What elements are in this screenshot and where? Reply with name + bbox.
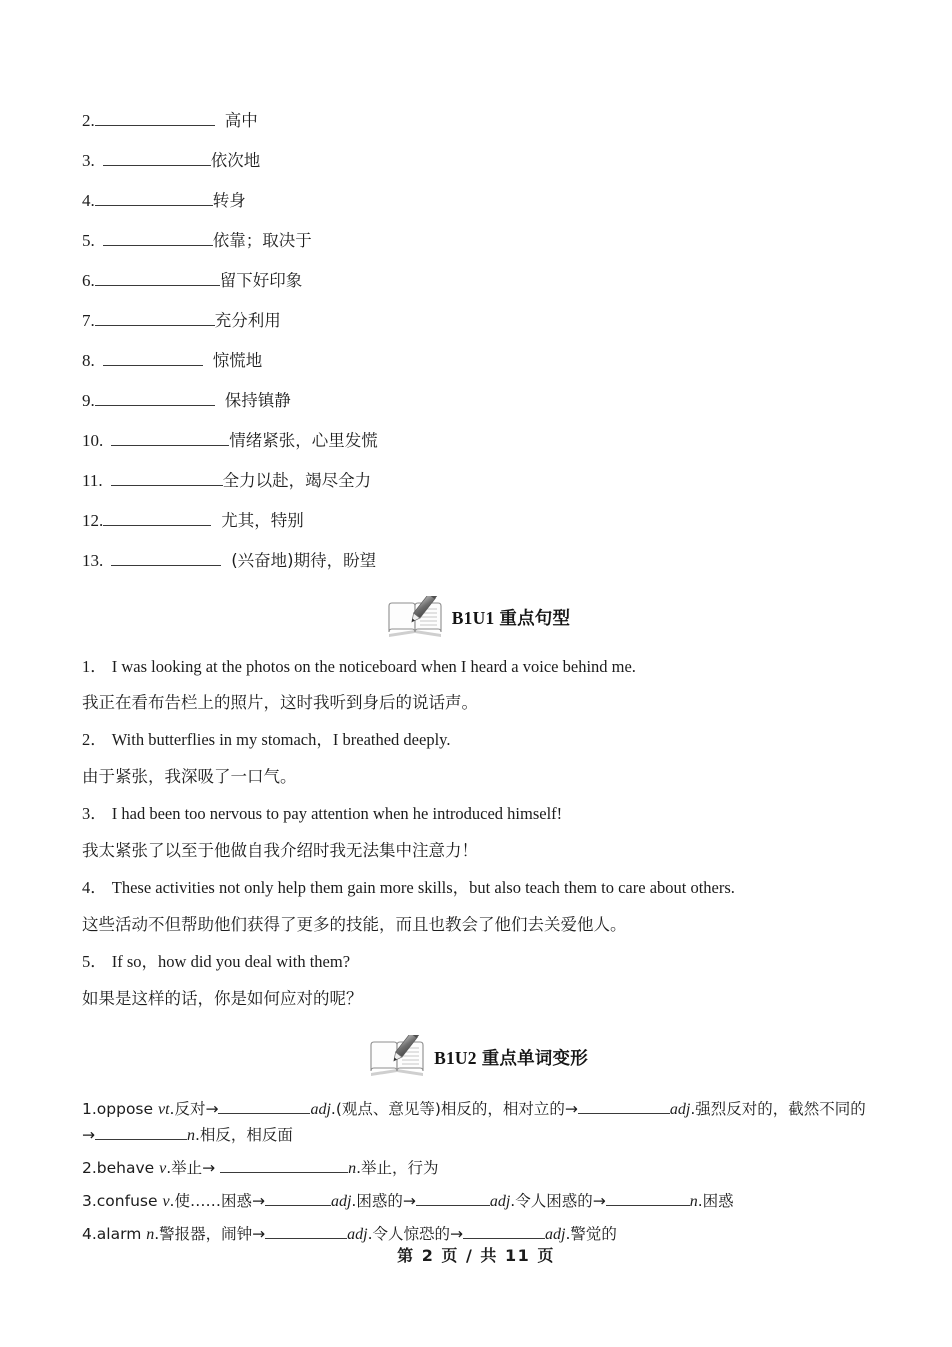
answer-blank[interactable] bbox=[103, 510, 211, 526]
sentence-chinese: 如果是这样的话，你是如何应对的呢？ bbox=[82, 989, 363, 1009]
vocab-item-meaning: 依靠；取决于 bbox=[212, 231, 312, 250]
sentence-english bbox=[82, 731, 872, 750]
part-of-speech: v bbox=[159, 1160, 167, 1177]
vocab-item-meaning: 依次地 bbox=[210, 151, 261, 170]
book-pencil-icon bbox=[384, 596, 446, 640]
part-of-speech: adj bbox=[310, 1101, 331, 1119]
vocab-item bbox=[82, 350, 872, 370]
word-form-text: 1.oppose bbox=[82, 1100, 158, 1119]
answer-blank[interactable] bbox=[95, 270, 220, 286]
answer-blank[interactable] bbox=[111, 550, 221, 566]
section-title-word-forms bbox=[434, 1045, 588, 1070]
part-of-speech: adj bbox=[347, 1225, 368, 1243]
section-header-sentences bbox=[82, 596, 872, 640]
word-form-text: .使……困惑→ bbox=[169, 1191, 265, 1210]
answer-blank[interactable] bbox=[103, 230, 213, 246]
sentence-english-text: I had been too nervous to pay attention when he introduced himself! bbox=[111, 804, 563, 824]
word-form-item bbox=[82, 1189, 872, 1215]
vocab-item-number: 3. bbox=[82, 151, 95, 170]
sentence-chinese: 由于紧张，我深吸了一口气。 bbox=[82, 767, 297, 787]
part-of-speech: adj bbox=[545, 1225, 566, 1243]
sentence-english bbox=[82, 953, 872, 972]
part-of-speech: v bbox=[162, 1192, 170, 1210]
vocab-item-number: 9. bbox=[82, 391, 95, 410]
sentence-english-text: If so，how did you deal with them? bbox=[111, 952, 351, 972]
answer-blank[interactable] bbox=[95, 190, 213, 206]
vocab-item bbox=[82, 470, 872, 490]
sentence-chinese: 我太紧张了以至于他做自我介绍时我无法集中注意力！ bbox=[82, 841, 478, 861]
vocab-item-number: 11. bbox=[82, 471, 103, 490]
section-code: B1U1 bbox=[451, 608, 495, 628]
answer-blank[interactable] bbox=[265, 1224, 347, 1239]
section-label: 重点句型 bbox=[499, 609, 571, 629]
section-header-word-forms bbox=[82, 1035, 872, 1079]
vocab-item bbox=[82, 510, 872, 530]
section-label: 重点单词变形 bbox=[481, 1048, 588, 1069]
sentence-english-text: I was looking at the photos on the noticeboard when I heard a voice behind me. bbox=[111, 656, 636, 676]
vocab-item-number: 12. bbox=[82, 511, 104, 530]
answer-blank[interactable] bbox=[218, 1099, 310, 1114]
part-of-speech: n bbox=[146, 1225, 155, 1243]
sentence-english-text: With butterflies in my stomach，I breathed deeply. bbox=[111, 730, 451, 750]
vocab-item bbox=[82, 110, 872, 130]
answer-blank[interactable] bbox=[95, 390, 215, 406]
word-form-text: .(观点、意见等)相反的，相对立的→ bbox=[330, 1100, 578, 1119]
vocab-item bbox=[82, 150, 872, 170]
sentence-english bbox=[82, 879, 872, 898]
section-code: B1U2 bbox=[434, 1047, 477, 1068]
word-form-text: .令人困惑的→ bbox=[510, 1191, 606, 1210]
answer-blank[interactable] bbox=[103, 350, 203, 366]
vocab-item-number: 10. bbox=[82, 431, 104, 450]
part-of-speech: vt bbox=[157, 1101, 170, 1119]
word-form-item bbox=[82, 1156, 872, 1182]
vocab-item-number: 6. bbox=[82, 271, 95, 290]
word-form-text: 3.confuse bbox=[82, 1191, 163, 1210]
vocab-item-meaning: (兴奋地)期待，盼望 bbox=[231, 551, 377, 570]
word-form-text: .举止，行为 bbox=[356, 1159, 439, 1177]
word-form-text: .警觉的 bbox=[565, 1224, 617, 1243]
sentence-chinese: 这些活动不但帮助他们获得了更多的技能，而且也教会了他们去关爱他人。 bbox=[82, 915, 627, 935]
answer-blank[interactable] bbox=[95, 110, 215, 126]
vocab-item-number: 2. bbox=[82, 111, 95, 130]
sentence-number: 3． bbox=[82, 804, 107, 824]
vocab-item bbox=[82, 430, 872, 450]
word-form-list bbox=[82, 1097, 872, 1248]
vocab-item-meaning: 保持镇静 bbox=[224, 391, 291, 410]
sentence-number: 2． bbox=[82, 730, 107, 750]
sentence-pattern-list bbox=[82, 658, 872, 1010]
vocab-item bbox=[82, 190, 872, 210]
vocab-item bbox=[82, 230, 872, 250]
vocab-item bbox=[82, 550, 872, 570]
page-footer: 第 2 页 / 共 11 页 bbox=[397, 1246, 555, 1265]
vocab-item bbox=[82, 270, 872, 290]
vocab-item-meaning: 转身 bbox=[212, 191, 246, 210]
part-of-speech: adj bbox=[330, 1192, 352, 1210]
answer-blank[interactable] bbox=[95, 310, 215, 326]
vocab-item-number: 5. bbox=[82, 231, 95, 250]
sentence-english bbox=[82, 658, 872, 677]
answer-blank[interactable] bbox=[416, 1191, 490, 1206]
answer-blank[interactable] bbox=[578, 1099, 670, 1114]
book-pencil-icon bbox=[366, 1035, 428, 1079]
answer-blank[interactable] bbox=[606, 1191, 690, 1206]
word-form-text: .困惑的→ bbox=[351, 1191, 416, 1210]
vocab-item bbox=[82, 310, 872, 330]
answer-blank[interactable] bbox=[95, 1125, 187, 1140]
vocabulary-blank-list bbox=[82, 110, 872, 570]
word-form-text: 2.behave bbox=[82, 1159, 160, 1177]
word-form-text: .举止→ bbox=[166, 1159, 221, 1177]
sentence-number: 4． bbox=[82, 878, 107, 898]
word-form-text: .反对→ bbox=[169, 1100, 219, 1119]
answer-blank[interactable] bbox=[103, 150, 211, 166]
word-form-text: .困惑 bbox=[697, 1191, 734, 1210]
vocab-item-meaning: 情绪紧张，心里发慌 bbox=[229, 431, 378, 450]
word-form-text: .强烈反对的，截然不同的→ bbox=[82, 1100, 866, 1145]
part-of-speech: n bbox=[348, 1160, 357, 1177]
sentence-number: 1． bbox=[82, 656, 107, 676]
answer-blank[interactable] bbox=[463, 1224, 545, 1239]
answer-blank[interactable] bbox=[220, 1158, 348, 1173]
vocab-item bbox=[82, 390, 872, 410]
word-form-text: .警报器，闹钟→ bbox=[154, 1224, 266, 1243]
vocab-item-number: 8. bbox=[82, 351, 95, 370]
vocab-item-meaning: 留下好印象 bbox=[219, 271, 303, 290]
vocab-item-number: 13. bbox=[82, 551, 104, 570]
part-of-speech: adj bbox=[489, 1192, 511, 1210]
answer-blank[interactable] bbox=[111, 430, 229, 446]
vocab-item-number: 7. bbox=[82, 311, 95, 330]
answer-blank[interactable] bbox=[265, 1191, 331, 1206]
vocab-item-number: 4. bbox=[82, 191, 95, 210]
sentence-number: 5． bbox=[82, 952, 107, 972]
vocab-item-meaning: 惊慌地 bbox=[212, 351, 263, 370]
part-of-speech: adj bbox=[669, 1101, 691, 1119]
vocab-item-meaning: 全力以赴，竭尽全力 bbox=[222, 471, 372, 490]
answer-blank[interactable] bbox=[111, 470, 223, 486]
word-form-text: .令人惊恐的→ bbox=[367, 1224, 464, 1243]
part-of-speech: n bbox=[689, 1192, 698, 1210]
vocab-item-meaning: 尤其，特别 bbox=[221, 511, 304, 530]
word-form-text: .相反，相反面 bbox=[195, 1126, 293, 1145]
section-title-sentences bbox=[452, 605, 570, 630]
sentence-chinese: 我正在看布告栏上的照片，这时我听到身后的说话声。 bbox=[82, 693, 478, 713]
sentence-english-text: These activities not only help them gain more skills，but also teach them to care about others. bbox=[111, 878, 735, 898]
part-of-speech: n bbox=[187, 1127, 195, 1145]
vocab-item-meaning: 充分利用 bbox=[214, 311, 281, 330]
word-form-item bbox=[82, 1097, 872, 1149]
vocab-item-meaning: 高中 bbox=[224, 111, 258, 130]
word-form-text: 4.alarm bbox=[82, 1224, 147, 1243]
sentence-english bbox=[82, 805, 872, 824]
page-content bbox=[82, 110, 872, 1255]
